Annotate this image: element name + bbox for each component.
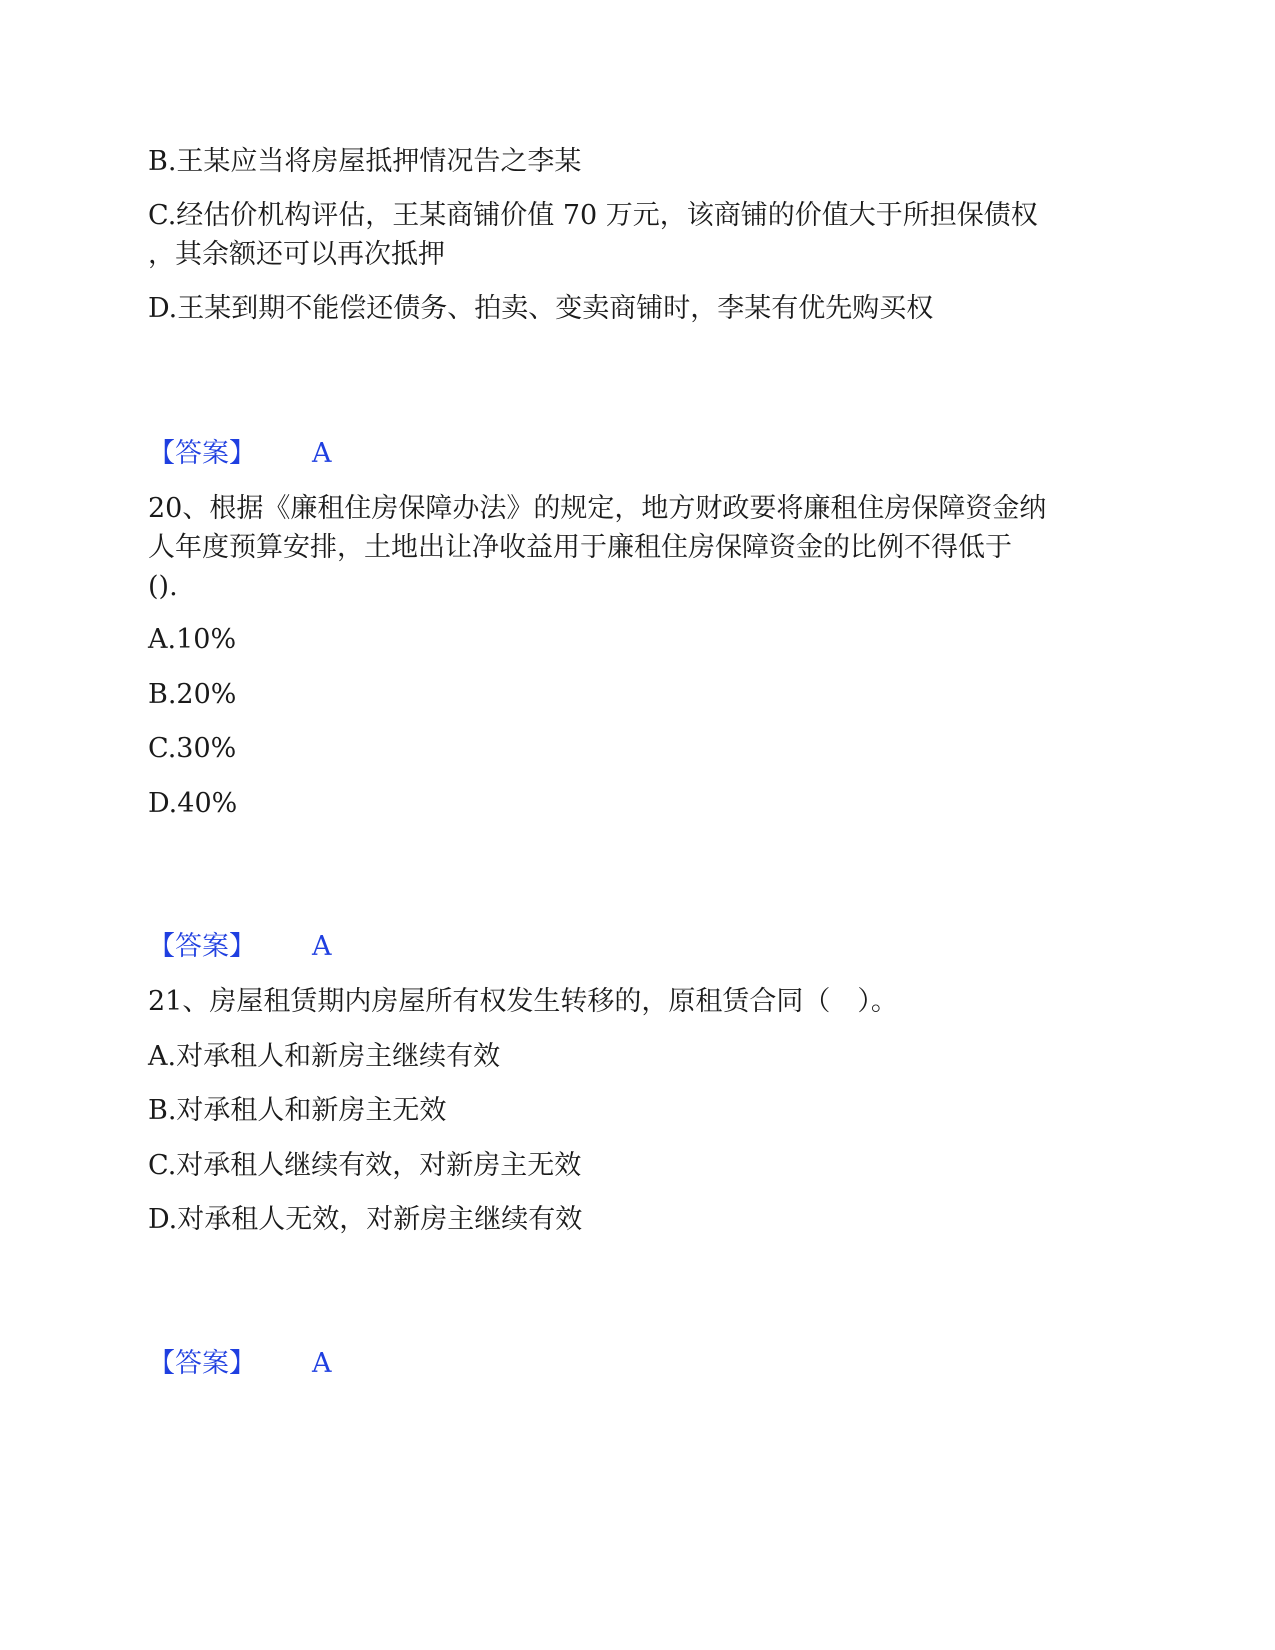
q21-option-b: B.对承租人和新房主无效 [148, 1095, 447, 1126]
q19-option-c-line1: C.经估价机构评估，王某商铺价值 70 万元，该商铺的价值大于所担保债权 [148, 200, 1038, 231]
q20-stem-line3: (). [148, 571, 178, 602]
q21-stem: 21、房屋租赁期内房屋所有权发生转移的，原租赁合同（ ）。 [148, 986, 898, 1017]
q20-option-b: B.20% [148, 679, 237, 710]
answer-value: A [312, 1348, 332, 1379]
q20-answer [148, 927, 1108, 967]
q20-option-a: A.10% [148, 624, 237, 655]
answer-value: A [312, 931, 332, 962]
answer-label: 【答案】 [148, 1348, 256, 1379]
answer-label: 【答案】 [148, 931, 256, 962]
q19-option-c-line2: ，其余额还可以再次抵押 [148, 239, 445, 270]
q19-answer [148, 434, 1108, 474]
q20-stem-line1: 20、根据《廉租住房保障办法》的规定，地方财政要将廉租住房保障资金纳 [148, 493, 1047, 524]
q19-option-b: B.王某应当将房屋抵押情况告之李某 [148, 146, 582, 177]
q20-stem-line2: 人年度预算安排，土地出让净收益用于廉租住房保障资金的比例不得低于 [148, 532, 1012, 563]
q21-option-a: A.对承租人和新房主继续有效 [148, 1041, 501, 1072]
answer-value: A [312, 438, 332, 469]
q19-option-d: D.王某到期不能偿还债务、拍卖、变卖商铺时，李某有优先购买权 [148, 293, 934, 324]
q21-option-c: C.对承租人继续有效，对新房主无效 [148, 1150, 582, 1181]
q21-option-d: D.对承租人无效，对新房主继续有效 [148, 1204, 583, 1235]
q21-answer [148, 1344, 1108, 1384]
q20-option-c: C.30% [148, 733, 237, 764]
answer-label: 【答案】 [148, 438, 256, 469]
q20-option-d: D.40% [148, 788, 238, 819]
